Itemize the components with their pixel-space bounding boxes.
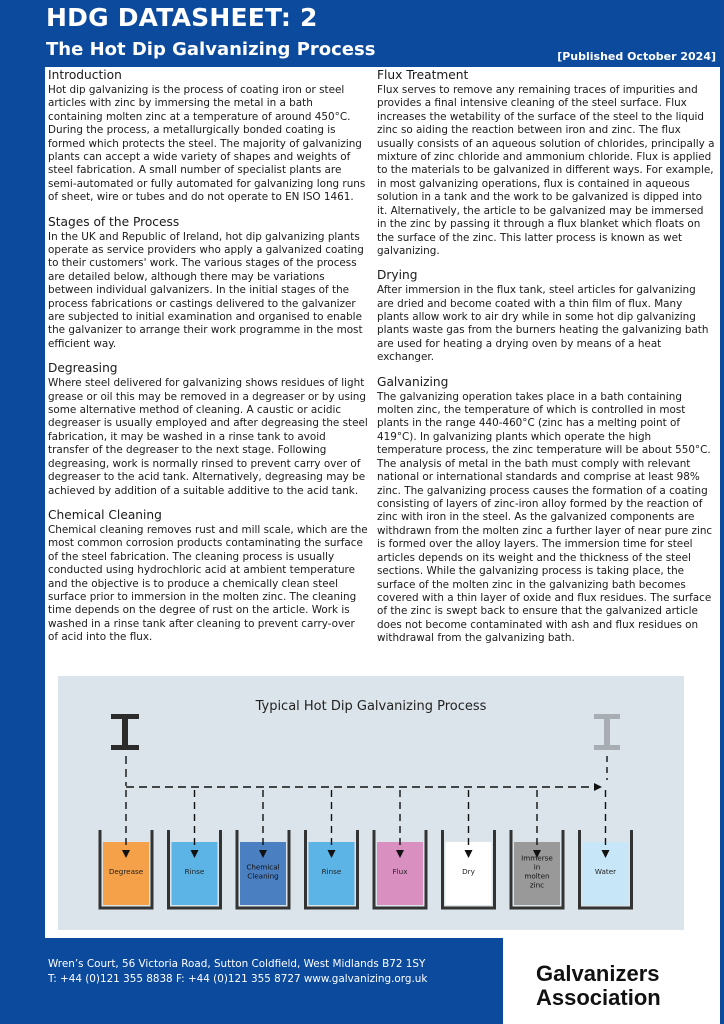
tank-water (580, 790, 632, 908)
section-degreasing (48, 361, 368, 498)
tank-degrease (100, 790, 152, 908)
tank-label: Degrease (108, 867, 144, 876)
footer-contact: T: +44 (0)121 355 8838 F: +44 (0)121 355 8727 www.galvanizing.org.uk (48, 973, 428, 985)
steel-beam-end-icon (594, 714, 620, 750)
section-body: In the UK and Republic of Ireland, hot dip galvanizing plants operate as service providers who apply a galvanized coating to their customers' work. The various stages of the process are detailed below, although there may be variations between individual galvanizers. In the initial stages of the process fabrications or castings delivered to the galvanizer are subjected to initial examination and organised to enable the galvanizer to arrange their work programme in the most efficient way. (48, 230, 364, 350)
section-heading: Galvanizing (377, 374, 449, 389)
section-galvanizing (377, 375, 715, 646)
section-body: After immersion in the flux tank, steel articles for galvanizing are dried and become coated with a thin film of flux. Many plants allow work to air dry while in some hot dip galvanizing plants waste gas from the burners heating the galvanizing bath are used for heating a drying oven by means of a heat exchanger. (377, 284, 709, 364)
process-diagram-panel (58, 676, 684, 930)
section-introduction (48, 68, 368, 205)
page-subtitle: The Hot Dip Galvanizing Process (46, 39, 376, 60)
tank-label: Immerse in molten zinc (521, 853, 553, 890)
section-heading: Drying (377, 268, 418, 283)
section-chemical-cleaning (48, 508, 368, 645)
process-diagram (58, 676, 684, 930)
section-drying (377, 268, 715, 364)
tank-label: Flux (392, 867, 408, 876)
section-heading: Introduction (48, 68, 122, 82)
tank-dry (443, 790, 495, 908)
tank-rinse (306, 790, 358, 908)
galvanizers-association-logo (536, 962, 661, 1010)
tank-label: Chemical Cleaning (246, 862, 280, 881)
section-heading: Chemical Cleaning (48, 507, 162, 522)
section-heading: Degreasing (48, 361, 118, 376)
tanks-group (100, 790, 632, 908)
tank-immerse-in-molten-zinc (511, 790, 563, 908)
section-heading: Flux Treatment (377, 68, 469, 82)
tank-flux (374, 790, 426, 908)
tank-label: Water (594, 867, 617, 876)
section-body: Flux serves to remove any remaining traces of impurities and provides a final intensive cleaning of the steel surface. Flux increases the wetability of the surface of the steel to the liquid zinc so aiding the reaction between iron and zinc. The flux usually consists of an aqueous solution of chlorides, principally a mixture of zinc chloride and ammonium chloride. Flux is applied to the materials to be galvanized in different ways. For example, in most galvanizing operations, flux is contained in aqueous solution in a tank and the work to be galvanized is dipped into it. Alternatively, the article to be galvanized may be immersed in the zinc by passing it through a flux blanket which floats on the surface of the zinc. This latter process is known as wet galvanizing. (377, 83, 715, 257)
left-column (48, 68, 368, 655)
section-flux-treatment (377, 68, 715, 258)
section-body: Hot dip galvanizing is the process of coating iron or steel articles with zinc by immersing the metal in a bath containing molten zinc at a temperature of around 450°C. During the process, a metallurgically bonded coating is formed which protects the steel. The majority of galvanizing plants can accept a wide variety of shapes and weights of steel fabrication. A small number of specialist plants are semi-automated or fully automated for galvanizing long runs of sheet, wire or tubes and do not operate to EN ISO 1461. (48, 83, 366, 204)
tank-chemical-cleaning (237, 790, 289, 908)
right-column (377, 68, 715, 656)
section-body: Where steel delivered for galvanizing shows residues of light grease or oil this may be removed in a degreaser or by using some alternative method of cleaning. A caustic or acidic degreaser is usually employed and after degreasing the steel fabrication, it may be washed in a rinse tank to avoid transfer of the degreaser to the next stage. Following degreasing, work is normally rinsed to prevent carry over of degreaser to the acid tank. Alternatively, degreasing may be achieved by addition of a suitable additive to the acid tank. (48, 377, 368, 497)
steel-beam-start-icon (111, 714, 139, 750)
frame-right-bar (720, 0, 724, 1024)
tank-label: Rinse (184, 867, 205, 876)
tank-rinse (169, 790, 221, 908)
frame-left-bar (0, 0, 45, 1024)
logo-line-2: Association (536, 984, 661, 1010)
section-body: Chemical cleaning removes rust and mill scale, which are the most common corrosion products contaminating the surface of the steel fabrication. The cleaning process is usually conducted using hydrochloric acid at ambient temperature and the objective is to produce a chemically clean steel surface prior to immersion in the molten zinc. The cleaning time depends on the degree of rust on the article. Work is washed in a rinse tank after cleaning to prevent carry-over of acid into the flux. (48, 523, 368, 644)
tank-label: Dry (462, 867, 475, 876)
section-heading: Stages of the Process (48, 214, 180, 229)
section-body: The galvanizing operation takes place in a bath containing molten zinc, the temperature of which is controlled in most plants in the range 440-460°C (zinc has a melting point of 419°C). In galvanizing plants which operate the high temperature process, the zinc temperature will be about 550°C. The analysis of metal in the bath must comply with relevant national or international standards and comprise at least 98% zinc. The galvanizing process causes the formation of a coating consisting of layers of zinc-iron alloy formed by the reaction of zinc with iron in the steel. As the galvanized components are withdrawn from the molten zinc a further layer of near pure zinc is formed over the alloy layers. The immersion time for steel articles depends on its weight and the thickness of the steel sections. While the galvanizing process is taking place, the surface of the molten zinc in the galvanizing bath becomes covered with a thin layer of oxide and flux residues. The surface of the zinc is swept back to ensure that the galvanized article does not become contaminated with ash and flux residues on withdrawal from the galvanizing bath. (377, 390, 713, 645)
footer-address: Wren’s Court, 56 Victoria Road, Sutton Coldfield, West Midlands B72 1SY (48, 958, 426, 970)
section-stages (48, 215, 368, 352)
tank-label: Rinse (321, 867, 342, 876)
page-title: HDG DATASHEET: 2 (46, 3, 318, 32)
diagram-title: Typical Hot Dip Galvanizing Process (255, 699, 487, 714)
logo-line-1: Galvanizers (536, 961, 660, 986)
published-date: [Published October 2024] (557, 50, 716, 63)
